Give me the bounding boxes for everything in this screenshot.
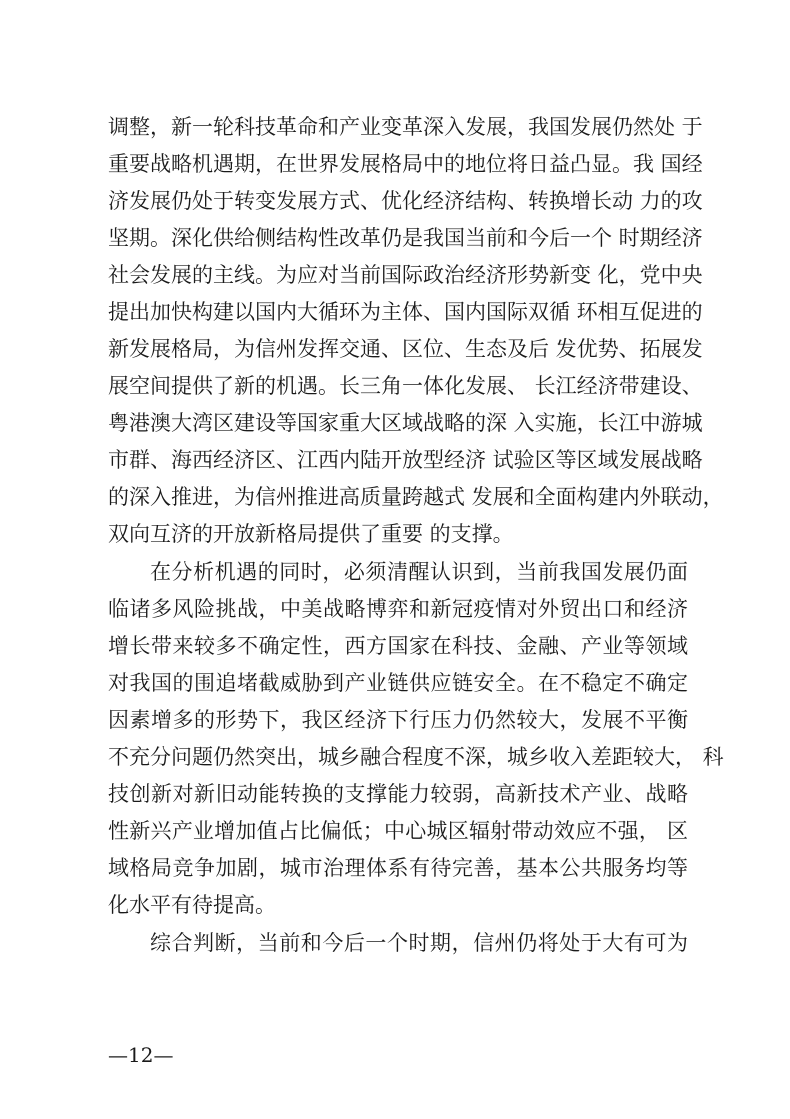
paragraph-1-line-4: 坚期。深化供给侧结构性改革仍是我国当前和今后一个 时期经济 (108, 226, 703, 250)
paragraph-1-line-10: 市群、海西经济区、江西内陆开放型经济 试验区等区域发展战略 (108, 448, 703, 472)
paragraph-1-line-7: 新发展格局，为信州发挥交通、区位、生态及后 发优势、拓展发 (108, 337, 703, 361)
paragraph-2-line-7: 技创新对新旧动能转换的支撑能力较弱，高新技术产业、战略 (108, 782, 688, 806)
paragraph-1-line-1: 调整，新一轮科技革命和产业变革深入发展，我国发展仍然处 于 (108, 115, 703, 139)
paragraph-1-line-3: 济发展仍处于转变发展方式、优化经济结构、转换增长动 力的攻 (108, 189, 703, 213)
paragraph-1-line-6: 提出加快构建以国内大循环为主体、国内国际双循 环相互促进的 (108, 300, 703, 324)
paragraph-2-line-3: 增长带来较多不确定性，西方国家在科技、金融、产业等领域 (108, 634, 688, 658)
paragraph-3-line-1: 综合判断，当前和今后一个时期，信州仍将处于大有可为 (150, 931, 688, 955)
page-number: —12— (108, 1043, 174, 1067)
paragraph-2-line-1: 在分析机遇的同时，必须清醒认识到，当前我国发展仍面 (150, 560, 688, 584)
paragraph-1-line-11: 的深入推进，为信州推进高质量跨越式 发展和全面构建内外联动， (108, 485, 724, 509)
paragraph-1-line-8: 展空间提供了新的机遇。长三角一体化发展、 长江经济带建设、 (108, 374, 703, 398)
paragraph-2-line-2: 临诸多风险挑战，中美战略博弈和新冠疫情对外贸出口和经济 (108, 597, 688, 621)
paragraph-2-line-5: 因素增多的形势下，我区经济下行压力仍然较大，发展不平衡 (108, 708, 688, 732)
paragraph-2-line-10: 化水平有待提高。 (108, 893, 276, 917)
paragraph-2-line-6: 不充分问题仍然突出，城乡融合程度不深，城乡收入差距较大， 科 (108, 745, 724, 769)
paragraph-1-line-12: 双向互济的开放新格局提供了重要 的支撑。 (108, 522, 514, 546)
paragraph-1-line-2: 重要战略机遇期，在世界发展格局中的地位将日益凸显。我 国经 (108, 152, 703, 176)
paragraph-1-line-5: 社会发展的主线。为应对当前国际政治经济形势新变 化，党中央 (108, 263, 703, 287)
paragraph-2-line-4: 对我国的围追堵截威胁到产业链供应链安全。在不稳定不确定 (108, 671, 688, 695)
paragraph-2-line-8: 性新兴产业增加值占比偏低；中心城区辐射带动效应不强， 区 (108, 819, 688, 843)
paragraph-1-line-9: 粤港澳大湾区建设等国家重大区域战略的深 入实施，长江中游城 (108, 411, 703, 435)
paragraph-2-line-9: 域格局竞争加剧，城市治理体系有待完善，基本公共服务均等 (108, 856, 688, 880)
